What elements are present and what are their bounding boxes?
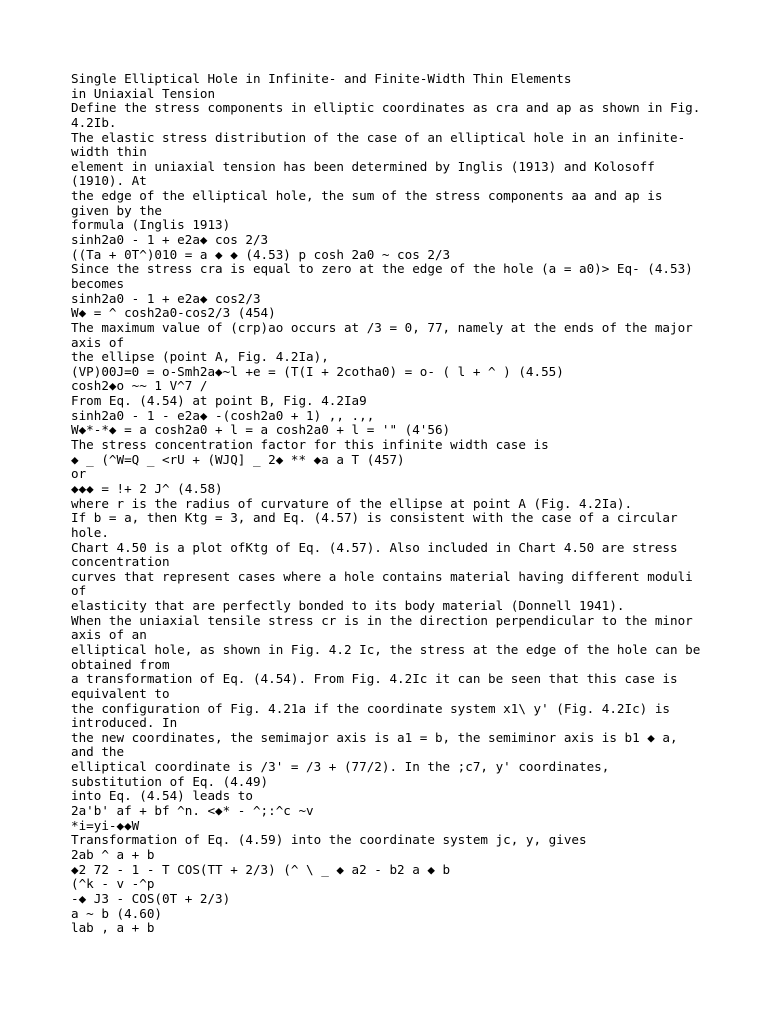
text-line: (1910). At [71,173,147,189]
text-line: the configuration of Fig. 4.21a if the coordinate system x1\ y' (Fig. 4.2Ic) is [71,700,670,716]
text-line: element in uniaxial tension has been determined by Inglis (1913) and Kolosoff [71,158,655,174]
text-line: a ~ b (4.60) [71,905,162,921]
text-line: elliptical coordinate is /3' = /3 + (77/2). In the ;c7, y' coordinates, [71,759,610,775]
text-line: ◆◆◆ = !+ 2 J^ (4.58) [71,480,223,496]
text-line: The stress concentration factor for this infinite width case is [71,437,549,453]
text-line: ((Ta + 0T^)010 = a ◆ ◆ (4.53) p cosh 2a0 ~ cos 2/3 [71,246,451,262]
text-line: equivalent to [71,685,170,701]
text-line: If b = a, then Ktg = 3, and Eq. (4.57) is consistent with the case of a circular [71,510,678,526]
text-line: given by the [71,202,162,218]
text-line: Transformation of Eq. (4.59) into the coordinate system jc, y, gives [71,832,587,848]
text-line: ◆ _ (^W=Q _ <rU + (WJQ] _ 2◆ ** ◆a a T (457) [71,451,405,467]
text-line: hole. [71,524,109,540]
text-line: 2ab ^ a + b [71,846,155,862]
text-line: the new coordinates, the semimajor axis is a1 = b, the semiminor axis is b1 ◆ a, [71,729,678,745]
text-line: cosh2◆o ~~ 1 V^7 / [71,378,208,394]
text-line: ◆2 72 - 1 - T COS(TT + 2/3) (^ \ _ ◆ a2 - b2 a ◆ b [71,861,451,877]
text-line: concentration [71,554,170,570]
text-line: 2a'b' af + bf ^n. <◆* - ^;:^c ~v [71,803,314,819]
text-line: a transformation of Eq. (4.54). From Fig. 4.2Ic it can be seen that this case is [71,671,678,687]
text-line: W◆*-*◆ = a cosh2a0 + l = a cosh2a0 + l = '" (4'56) [71,422,451,438]
text-line: width thin [71,144,147,160]
text-line: of [71,583,87,599]
text-line: When the uniaxial tensile stress cr is in the direction perpendicular to the minor [71,612,693,628]
text-line: Chart 4.50 is a plot ofKtg of Eq. (4.57). Also included in Chart 4.50 are stress [71,539,678,555]
text-line: sinh2a0 - 1 + e2a◆ cos2/3 [71,290,261,306]
text-line: and the [71,744,125,760]
text-line: obtained from [71,656,170,672]
document-page [71,72,761,936]
text-line: the edge of the elliptical hole, the sum of the stress components aa and ap is [71,188,663,204]
text-line: introduced. In [71,715,178,731]
text-line: or [71,466,87,482]
text-line: Since the stress cra is equal to zero at the edge of the hole (a = a0)> Eq- (4.53) [71,261,693,277]
text-line: Define the stress components in elliptic coordinates as cra and ap as shown in Fig. [71,100,701,116]
text-line: -◆ J3 - COS(0T + 2/3) [71,890,231,906]
text-line: From Eq. (4.54) at point B, Fig. 4.2Ia9 [71,393,367,409]
text-line: axis of [71,334,125,350]
text-line: W◆ = ^ cosh2a0-cos2/3 (454) [71,305,276,321]
text-line: Single Elliptical Hole in Infinite- and Finite-Width Thin Elements [71,71,572,86]
text-line: (VP)00J=0 = o-Smh2a◆~l +e = (T(I + 2cotha0) = o- ( l + ^ ) (4.55) [71,363,564,379]
text-line: sinh2a0 - 1 + e2a◆ cos 2/3 [71,232,269,248]
text-line: into Eq. (4.54) leads to [71,788,253,804]
text-line: elasticity that are perfectly bonded to its body material (Donnell 1941). [71,598,625,614]
text-line: the ellipse (point A, Fig. 4.2Ia), [71,349,329,365]
text-line: in Uniaxial Tension [71,85,216,101]
text-line: becomes [71,275,125,291]
text-line: substitution of Eq. (4.49) [71,773,269,789]
text-line: where r is the radius of curvature of the ellipse at point A (Fig. 4.2Ia). [71,495,633,511]
text-line: sinh2a0 - 1 - e2a◆ -(cosh2a0 + 1) ,, .,, [71,407,375,423]
text-line: elliptical hole, as shown in Fig. 4.2 Ic, the stress at the edge of the hole can be [71,641,701,657]
text-line: (^k - v -^p [71,876,155,892]
text-line: formula (Inglis 1913) [71,217,231,233]
text-line: curves that represent cases where a hole contains material having different moduli [71,568,693,584]
text-line: 4.2Ib. [71,114,117,130]
text-line: lab , a + b [71,920,155,936]
text-line: The elastic stress distribution of the case of an elliptical hole in an infinite- [71,129,686,145]
text-line: The maximum value of (crp)ao occurs at /3 = 0, 77, namely at the ends of the major [71,319,693,335]
text-line: axis of an [71,627,147,643]
text-line: *i=yi-◆◆W [71,817,140,833]
